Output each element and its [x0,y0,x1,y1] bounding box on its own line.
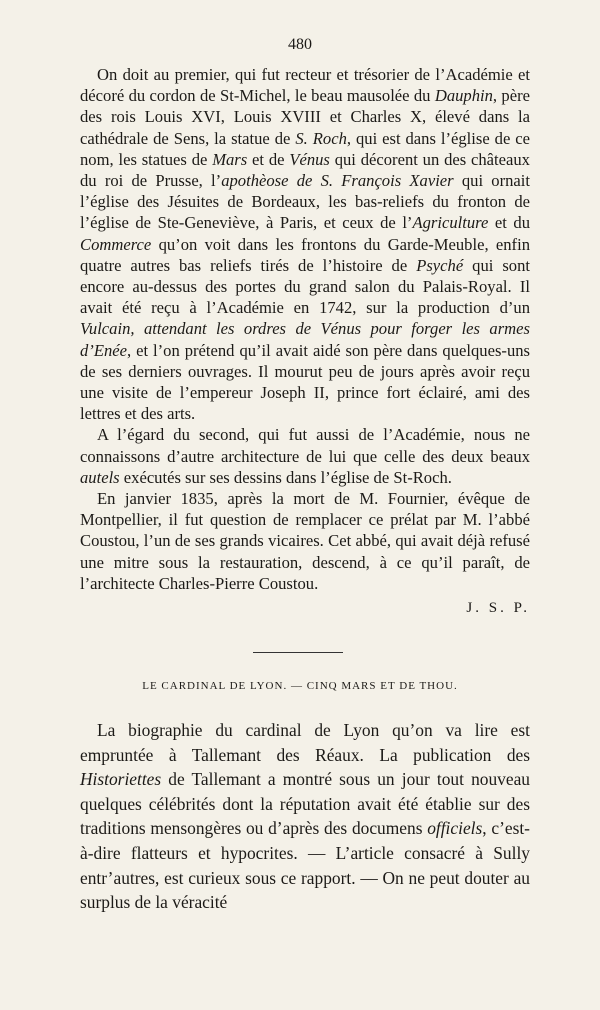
author-signature: J. S. P. [466,600,530,616]
italic-text: Historiettes [80,769,162,790]
text-run: et du [488,213,530,233]
text-run: , qui est dans l’église de ce nom, les statues de [80,128,531,169]
italic-text: S. Roch [295,128,347,148]
text-run: qui décorent un des châteaux du roi de Prusse, l’ [80,149,530,191]
paragraph [80,488,530,594]
italic-text: Dauphin [434,86,493,106]
section-divider [253,652,343,653]
article-body-1 [80,64,530,594]
section-heading: LE CARDINAL DE LYON. — CINQ MARS ET DE THOU. [142,680,458,692]
article-body-2 [80,718,530,915]
italic-text: apothèose de S. François Xavier [221,171,454,191]
text-run: qu’on voit dans les frontons du Garde-Meuble, enfin quatre autres bas reliefs tirés de l’histoire de [80,234,530,275]
text-run: , et l’on prétend qu’il avait aidé son père dans quelques-uns de ses derniers ouvrages. Il mourut peu de jours après avoir reçu une visite de l’empereur Joseph II, prince fort éclairé, ami des lettres et des arts. [80,340,530,424]
paragraph [80,718,530,915]
text-run: qui ornait l’église des Jésuites de Bordeaux, les bas-reliefs du fronton de l’église de Ste-Geneviève, à Paris, et ceux de l’ [80,171,530,233]
page-number: 480 [288,36,312,53]
italic-text: Agriculture [412,213,489,233]
text-run: A l’égard du second, qui fut aussi de l’Académie, nous ne connaissons d’autre architecture de lui que celle des deux beaux [80,425,530,466]
text-run: En janvier 1835, après la mort de M. Fournier, évêque de Montpellier, il fut question de remplacer ce prélat par M. l’abbé Coustou, l’un de ses grands vicaires. Cet abbé, qui avait déjà refusé une mitre sous la restauration, descend, à ce qu’il paraît, de l’architecte Charles-Pierre Coustou. [80,489,530,593]
text-run: exécutés sur ses dessins dans l’église de St-Roch. [119,467,452,487]
paragraph [80,64,530,424]
italic-text: Vénus [289,149,330,169]
text-run: On doit au premier, qui fut recteur et trésorier de l’Académie et décoré du cordon de St-Michel, le beau mausolée du [80,65,530,106]
italic-text: Psyché [416,255,464,275]
text-run: qui sont encore au-dessus des portes du grand salon du Palais-Royal. Il avait été reçu à l’Académie en 1742, sur la production d’un [80,255,531,318]
paragraph [80,424,530,488]
italic-text: Commerce [80,234,152,254]
text-run: , père des rois Louis XVI, Louis XVIII et Charles X, élevé dans la cathédrale de Sens, la statue de [80,86,530,148]
italic-text: autels [80,467,120,487]
italic-text: Mars [212,149,248,169]
text-run: et de [247,149,290,169]
text-run: de Tallemant a montré sous un jour tout nouveau quelques célébrités dont la réputation avait été établie sur des traditions mensongères ou d’après des documens [80,769,530,839]
text-run: La biographie du cardinal de Lyon qu’on va lire est empruntée à Tallemant des Réaux. La publication des [80,720,530,765]
italic-text: Vulcain, attendant les ordres de Vénus pour forger les armes d’Enée [80,319,530,360]
italic-text: officiels [427,818,483,839]
text-run: , c’est-à-dire flatteurs et hypocrites. — L’article consacré à Sully entr’autres, est curieux sous ce rapport. — On ne peut douter au surplus de la véracité [80,818,530,913]
